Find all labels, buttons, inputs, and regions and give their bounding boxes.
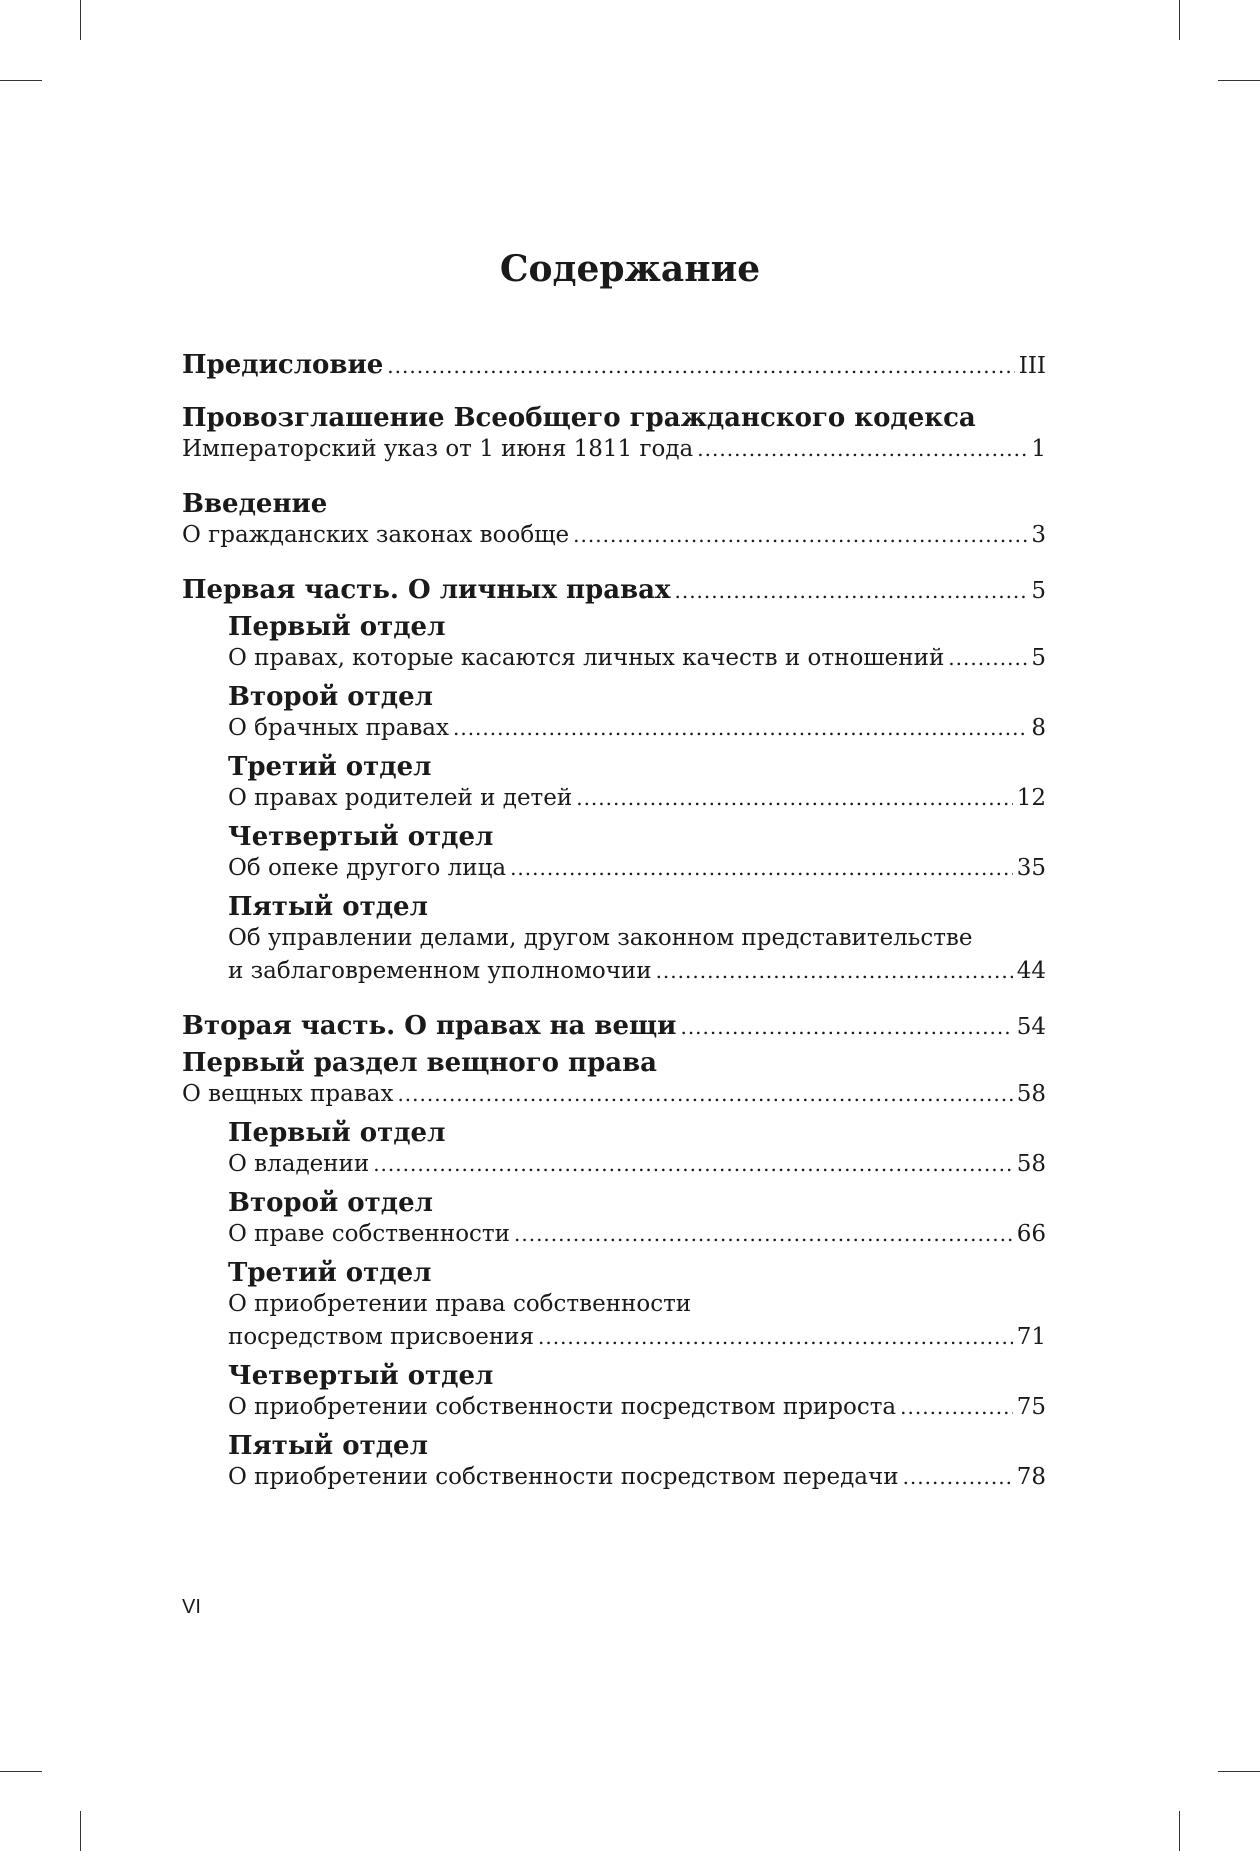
- toc-entry-preface[interactable]: [182, 350, 1046, 383]
- toc-heading: Провозглашение Всеобщего гражданского кодекса: [182, 403, 976, 433]
- toc-label: Первая часть. О личных правах: [182, 575, 671, 605]
- toc-label: О приобретении права собственности: [228, 1291, 692, 1317]
- toc-label: О правах родителей и детей: [228, 785, 573, 811]
- leader-dots: [573, 523, 1027, 547]
- toc-heading: Второй отдел: [228, 682, 433, 712]
- toc-heading-introduction: [182, 489, 1046, 522]
- leader-dots: [538, 1325, 1013, 1349]
- toc-label: О правах, которые касаются личных качеств и отношений: [228, 645, 945, 671]
- toc-label: Предисловие: [182, 350, 384, 380]
- toc-heading-section: [182, 1258, 1046, 1291]
- crop-mark-top-right: [1179, 0, 1180, 40]
- leader-dots: [656, 959, 1013, 983]
- toc-label: О праве собственности: [228, 1221, 510, 1247]
- toc-entry-section[interactable]: [182, 715, 1046, 748]
- toc-heading-section: [182, 892, 1046, 925]
- toc-label: О вещных правах: [182, 1081, 394, 1107]
- toc-entry-section[interactable]: [182, 958, 1046, 991]
- toc-heading: Первый отдел: [228, 612, 446, 642]
- crop-mark-bottom-right: [1179, 1811, 1180, 1851]
- page-number: 44: [1016, 958, 1046, 984]
- toc-entry-section[interactable]: [182, 645, 1046, 678]
- crop-mark-left-top: [0, 80, 42, 81]
- page-number: 71: [1016, 1324, 1046, 1350]
- toc-heading-division1: [182, 1048, 1046, 1081]
- toc-heading: Первый отдел: [228, 1118, 446, 1148]
- page-number: 1: [1031, 436, 1046, 462]
- page-number: 58: [1016, 1081, 1046, 1107]
- toc-label: О владении: [228, 1151, 370, 1177]
- toc-heading: Пятый отдел: [228, 1431, 428, 1461]
- leader-dots: [373, 1152, 1013, 1176]
- leader-dots: [514, 1222, 1013, 1246]
- toc-label: О гражданских законах вообще: [182, 522, 570, 548]
- leader-dots: [680, 1015, 1012, 1039]
- toc-entry-section[interactable]: [182, 1221, 1046, 1254]
- leader-dots: [674, 579, 1027, 603]
- toc-heading: Третий отдел: [228, 1258, 432, 1288]
- page-folio: VI: [182, 1596, 201, 1618]
- page-number: 75: [1016, 1394, 1046, 1420]
- page-title: Содержание: [499, 248, 761, 290]
- crop-mark-bottom-left: [80, 1811, 81, 1851]
- toc-entry-section[interactable]: [182, 1151, 1046, 1184]
- toc-heading: Второй отдел: [228, 1188, 433, 1218]
- leader-dots: [397, 1082, 1012, 1106]
- page-number: 5: [1031, 578, 1046, 604]
- toc-label-continued: [182, 925, 1046, 958]
- toc-entry-part2[interactable]: [182, 1011, 1046, 1044]
- toc-entry-section[interactable]: [182, 1324, 1046, 1357]
- leader-dots: [510, 856, 1013, 880]
- toc-heading: Пятый отдел: [228, 892, 428, 922]
- toc-heading-section: [182, 822, 1046, 855]
- toc-label: посредством присвоения: [228, 1324, 534, 1350]
- toc-heading: Введение: [182, 489, 328, 519]
- leader-dots: [948, 646, 1027, 670]
- toc-label: О брачных правах: [228, 715, 449, 741]
- toc-heading-section: [182, 1188, 1046, 1221]
- toc-heading: Четвертый отдел: [228, 1361, 494, 1391]
- page-number: 12: [1016, 785, 1046, 811]
- toc-entry-section[interactable]: [182, 1394, 1046, 1427]
- toc-label-continued: [182, 1291, 1046, 1324]
- leader-dots: [697, 437, 1027, 461]
- leader-dots: [900, 1395, 1013, 1419]
- page-number: 54: [1016, 1014, 1046, 1040]
- toc-entry-section[interactable]: [182, 1464, 1046, 1497]
- crop-mark-left-bottom: [0, 1771, 42, 1772]
- toc-entry-real-rights[interactable]: [182, 1081, 1046, 1114]
- toc-heading-section: [182, 682, 1046, 715]
- leader-dots: [453, 716, 1027, 740]
- toc-entry-section[interactable]: [182, 785, 1046, 818]
- toc-heading: Первый раздел вещного права: [182, 1048, 658, 1078]
- toc-heading-section: [182, 1361, 1046, 1394]
- leader-dots: [576, 786, 1013, 810]
- toc-heading-section: [182, 1431, 1046, 1464]
- toc-heading-section: [182, 1118, 1046, 1151]
- toc-label: О приобретении собственности посредством прироста: [228, 1394, 897, 1420]
- page-number: 8: [1031, 715, 1046, 741]
- crop-mark-right-top: [1218, 80, 1260, 81]
- toc-label: Об управлении делами, другом законном представительстве: [228, 925, 973, 951]
- toc-entry-section[interactable]: [182, 855, 1046, 888]
- toc-label: Вторая часть. О правах на вещи: [182, 1011, 677, 1041]
- toc-heading: Третий отдел: [228, 752, 432, 782]
- toc-label: и заблаговременном уполномочии: [228, 958, 652, 984]
- toc-heading-section: [182, 752, 1046, 785]
- page-number: III: [1018, 353, 1046, 379]
- table-of-contents: [182, 350, 1046, 1497]
- toc-entry-part1[interactable]: [182, 575, 1046, 608]
- page-number: 66: [1016, 1221, 1046, 1247]
- crop-mark-top-left: [80, 0, 81, 40]
- page-number: 35: [1016, 855, 1046, 881]
- toc-heading-section: [182, 612, 1046, 645]
- page-number: 5: [1031, 645, 1046, 671]
- page-number: 58: [1016, 1151, 1046, 1177]
- toc-heading: Четвертый отдел: [228, 822, 494, 852]
- toc-label: Императорский указ от 1 июня 1811 года: [182, 436, 694, 462]
- toc-heading-proclamation: [182, 403, 1046, 436]
- toc-entry-civil-laws[interactable]: [182, 522, 1046, 555]
- page-number: 78: [1016, 1464, 1046, 1490]
- leader-dots: [387, 354, 1014, 378]
- page-number: 3: [1031, 522, 1046, 548]
- toc-label: Об опеке другого лица: [228, 855, 507, 881]
- toc-entry-decree[interactable]: [182, 436, 1046, 469]
- toc-label: О приобретении собственности посредством передачи: [228, 1464, 899, 1490]
- leader-dots: [903, 1465, 1013, 1489]
- crop-mark-right-bottom: [1218, 1771, 1260, 1772]
